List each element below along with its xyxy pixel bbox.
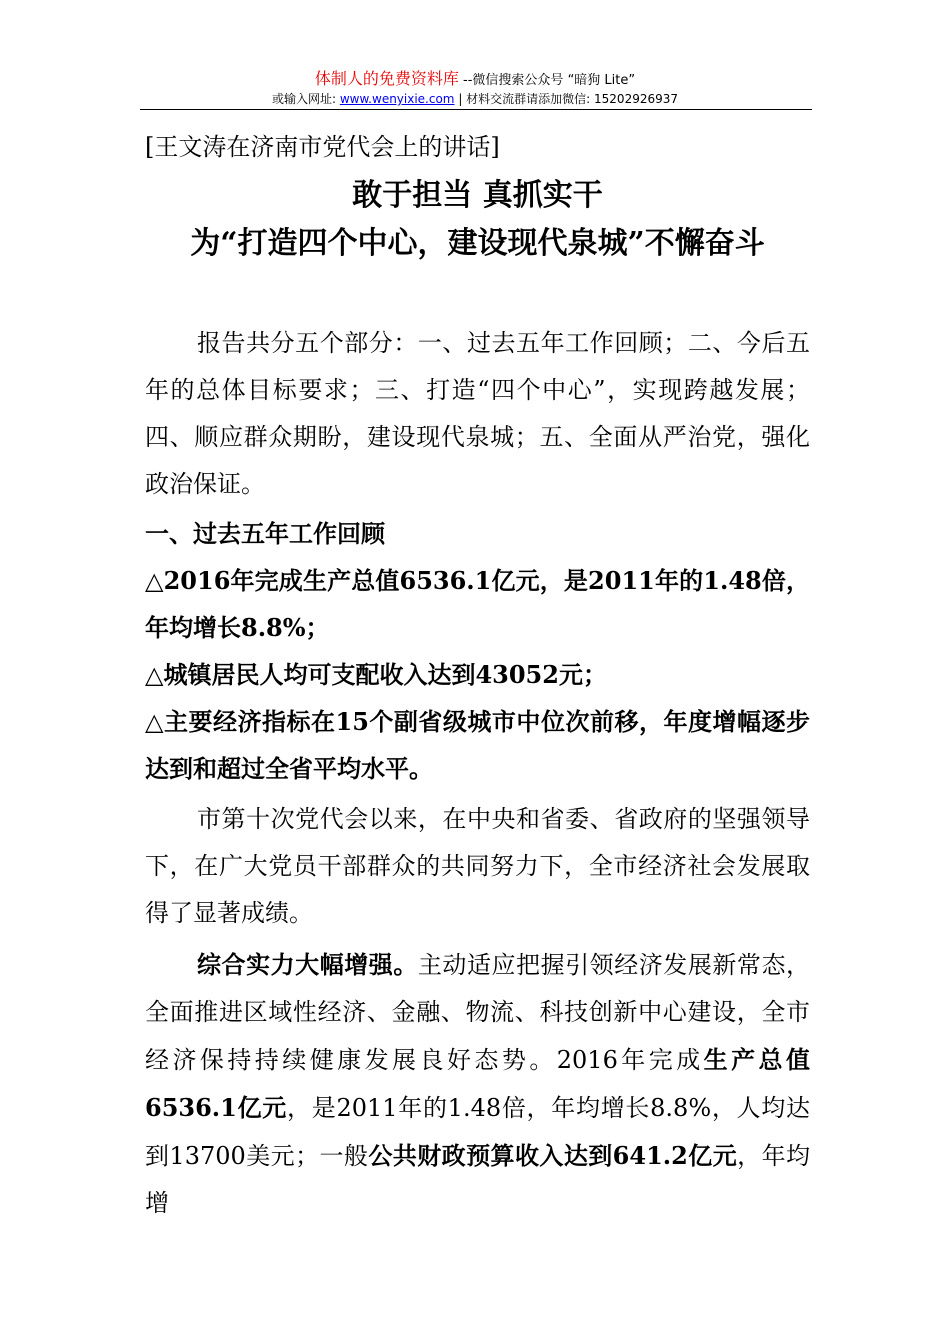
doc-subtitle: [王文涛在济南市党代会上的讲话] <box>145 133 500 161</box>
header-site-label: 或输入网址: <box>271 92 340 106</box>
paragraph-2-lead: 综合实力大幅增强。 <box>197 950 418 979</box>
paragraph-2-text-3: ，年均增 <box>145 1142 811 1217</box>
page-header <box>0 70 950 108</box>
intro-paragraph: 报告共分五个部分：一、过去五年工作回顾；二、今后五年的总体目标要求；三、打造“四个中心”，实现跨越发展；四、顺应群众期盼，建设现代泉城；五、全面从严治党，强化政治保证。 <box>145 329 810 498</box>
paragraph-2-text-2: ，是2011年的1.48倍，年均增长8.8%，人均达到13700美元；一般 <box>145 1094 810 1170</box>
highlight-item: △主要经济指标在15个副省级城市中位次前移，年度增幅逐步达到和超过全省平均水平。 <box>145 707 810 783</box>
doc-title-line-2: 为“打造四个中心，建设现代泉城”不懈奋斗 <box>190 226 765 261</box>
paragraph-2-bold-1: 生产总值6536.1亿元 <box>145 1045 811 1122</box>
highlight-item: △2016年完成生产总值6536.1亿元，是2011年的1.48倍，年均增长8.8%； <box>145 566 810 642</box>
header-divider <box>140 109 812 110</box>
doc-title-line-1: 敢于担当 真抓实干 <box>352 178 603 213</box>
header-line-1 <box>0 70 950 90</box>
section-heading-1: 一、过去五年工作回顾 <box>145 519 385 548</box>
paragraph-1: 市第十次党代会以来，在中央和省委、省政府的坚强领导下，在广大党员干部群众的共同努力下，全市经济社会发展取得了显著成绩。 <box>145 805 810 927</box>
header-wechat-name: “暗狗 Lite” <box>567 73 636 88</box>
document-body <box>145 130 810 1227</box>
header-site-link[interactable]: www.wenyixie.com <box>339 92 455 106</box>
highlights-list <box>145 557 810 792</box>
header-contact: | 材料交流群请添加微信: 15202926937 <box>454 92 679 106</box>
header-wechat-prefix: --微信搜索公众号 <box>463 73 564 88</box>
paragraph-2 <box>145 941 810 1227</box>
header-line-2 <box>0 90 950 108</box>
highlight-item: △城镇居民人均可支配收入达到43052元； <box>145 660 607 689</box>
paragraph-2-bold-2: 公共财政预算收入达到641.2亿元 <box>368 1141 738 1170</box>
paragraph-2-text-1: 主动适应把握引领经济发展新常态，全面推进区域性经济、金融、物流、科技创新中心建设，全市经济保持持续健康发展良好态势。2016年完成 <box>145 951 810 1074</box>
header-brand: 体制人的免费资料库 <box>314 69 459 88</box>
